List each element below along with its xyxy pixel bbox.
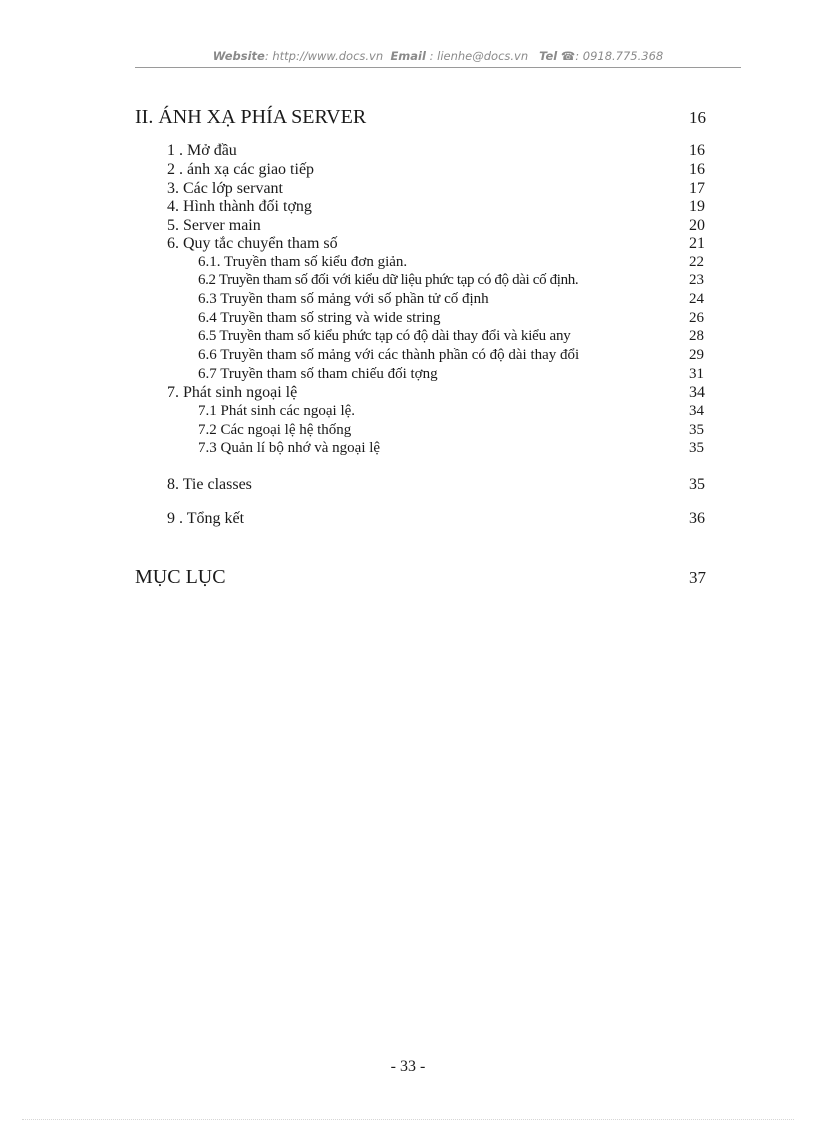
toc-page: 21 xyxy=(689,235,705,252)
toc-page: 17 xyxy=(689,180,705,197)
toc-title: MỤC LỤC xyxy=(135,566,226,588)
tel-label: Tel xyxy=(539,49,558,63)
toc-title: 7.3 Quản lí bộ nhớ và ngoại lệ xyxy=(198,440,381,456)
email-value: : lienhe@docs.vn xyxy=(429,49,529,63)
toc-title: 1 . Mở đầu xyxy=(167,142,237,159)
toc-page: 22 xyxy=(689,254,704,270)
toc-page: 19 xyxy=(689,198,705,215)
toc-page: 28 xyxy=(689,328,704,344)
toc-title: 7.1 Phát sinh các ngoại lệ. xyxy=(198,403,356,419)
email-label: Email xyxy=(390,49,426,63)
page-header xyxy=(135,47,741,68)
toc-page: 24 xyxy=(689,291,704,307)
tel-value: : 0918.775.368 xyxy=(575,49,664,63)
toc-title: 6.5 Truyền tham số kiểu phức tạp có độ dài thay đổi và kiểu any xyxy=(198,328,571,344)
toc-title: 5. Server main xyxy=(167,217,261,234)
toc-title: 3. Các lớp servant xyxy=(167,180,283,197)
toc-page: 20 xyxy=(689,217,705,234)
toc-title: 6.2 Truyền tham số đối với kiểu dữ liệu phức tạp có độ dài cố định. xyxy=(198,272,579,288)
toc-page: 36 xyxy=(689,510,705,527)
toc-page: 16 xyxy=(689,161,705,178)
toc-page: 16 xyxy=(689,142,705,159)
website-label: Website xyxy=(212,49,265,63)
page-number: - 33 - xyxy=(390,1058,426,1075)
toc-title: 8. Tie classes xyxy=(167,476,252,493)
toc-title: 6.7 Truyền tham số tham chiếu đối tợng xyxy=(198,366,438,382)
toc-title: II. ÁNH XẠ PHÍA SERVER xyxy=(135,106,367,128)
toc-title: 6.1. Truyền tham số kiểu đơn giản. xyxy=(198,254,408,270)
bottom-divider xyxy=(22,1119,794,1120)
toc-page: 34 xyxy=(689,384,705,401)
toc-title: 6.3 Truyền tham số mảng với số phần tử cố định xyxy=(198,291,489,307)
toc-page: 37 xyxy=(689,568,706,587)
toc-title: 4. Hình thành đối tợng xyxy=(167,198,312,215)
toc-title: 7.2 Các ngoại lệ hệ thống xyxy=(198,422,352,438)
toc-title: 6. Quy tắc chuyển tham số xyxy=(167,235,338,252)
toc-page: 35 xyxy=(689,422,704,438)
phone-icon: ☎ xyxy=(560,49,576,63)
toc-title: 2 . ánh xạ các giao tiếp xyxy=(167,161,315,178)
website-value: : http://www.docs.vn xyxy=(264,49,384,63)
toc-page: 16 xyxy=(689,108,706,127)
toc-title: 6.4 Truyền tham số string và wide string xyxy=(198,310,441,326)
toc-page: 26 xyxy=(689,310,704,326)
toc-page: 31 xyxy=(689,366,704,382)
toc-page: 35 xyxy=(689,440,704,456)
toc-title: 6.6 Truyền tham số mảng với các thành phần có độ dài thay đổi xyxy=(198,347,580,363)
toc-title: 7. Phát sinh ngoại lệ xyxy=(167,384,298,401)
toc-page: 34 xyxy=(689,403,704,419)
toc-page: 35 xyxy=(689,476,705,493)
toc-page: 29 xyxy=(689,347,704,363)
toc-page: 23 xyxy=(689,272,704,288)
toc-title: 9 . Tổng kết xyxy=(167,510,245,527)
